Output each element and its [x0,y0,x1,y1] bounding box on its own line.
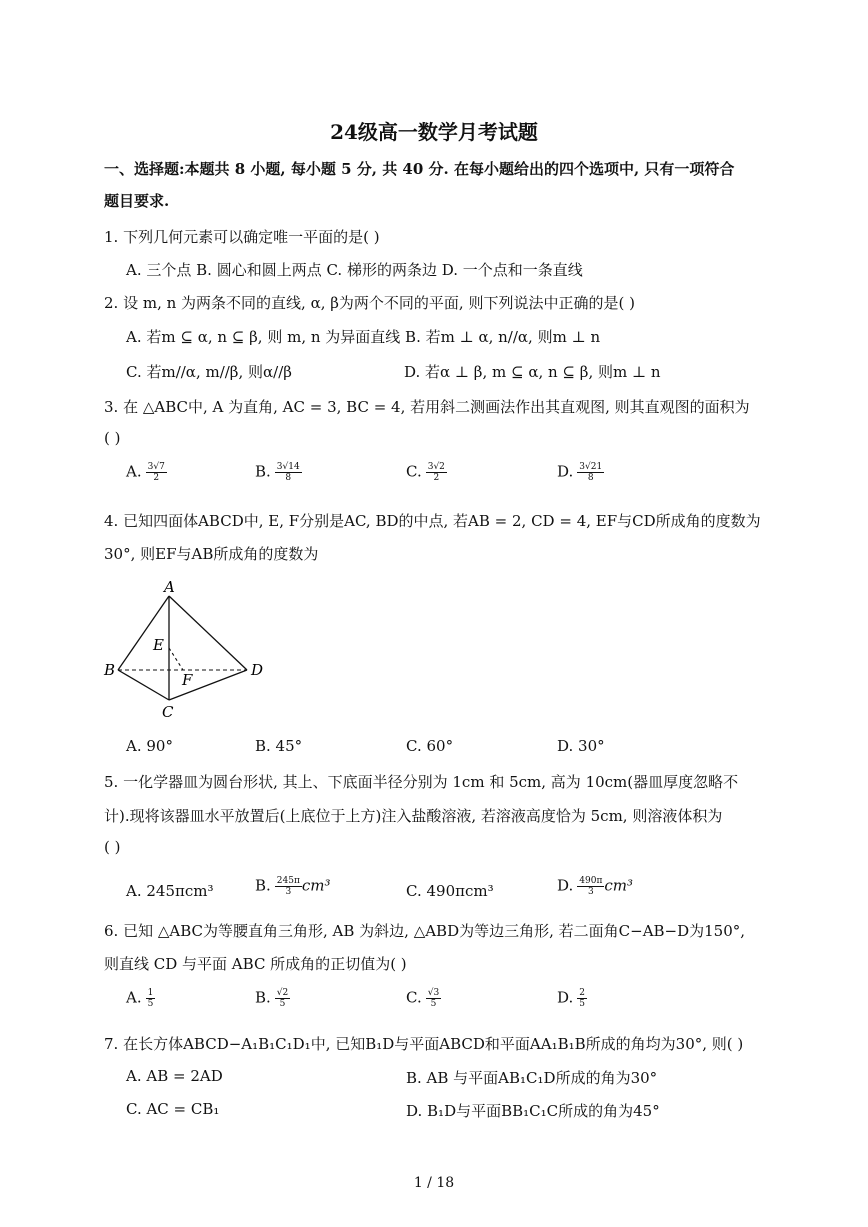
q4-option-b: B. 45° [255,737,303,755]
q6-option-label: C. [406,988,422,1007]
q3-option-label: A. [126,462,142,481]
q4-stem2: 30°, 则EF与AB所成角的度数为 [104,545,319,563]
section-heading-line1: 一、选择题:本题共 8 小题, 每小题 5 分, 共 40 分. 在每小题给出的四个选项中, 只有一项符合 [104,160,735,178]
q5-stem3: ( ) [104,838,121,856]
edge-cd [169,670,247,700]
q3-option-fraction: $\frac{3√2}{2}$ [427,462,445,483]
q5-option-d-fraction: $\frac{490\pi}{3}$ [579,876,603,897]
q7-option-d: D. B₁D与平面BB₁C₁C所成的角为45° [406,1102,660,1120]
q4-option-d: D. 30° [557,737,605,755]
section-heading-line2: 题目要求. [104,192,170,210]
page-number: 1 / 18 [413,1175,455,1191]
q3-option-fraction: $\frac{3√21}{8}$ [579,462,603,483]
q5-stem2: 计).现将该器皿水平放置后(上底位于上方)注入盐酸溶液, 若溶液高度恰为 5cm, 则溶液体积为 [104,807,723,825]
q5-option-b-unit: cm³ [301,876,331,895]
label-a: A [164,578,175,596]
q5-option-b [255,876,331,897]
q6-option-fraction: $\frac{1}{5}$ [147,988,154,1009]
label-b: B [104,661,116,679]
q5-option-d [557,876,633,897]
label-e: E [153,636,164,654]
q6-stem2: 则直线 CD 与平面 ABC 所成角的正切值为( ) [104,955,407,973]
label-f: F [182,671,193,689]
q5-option-d-label: D. [557,876,574,895]
edge-bc [118,670,169,700]
q6-option-fraction: $\frac{2}{5}$ [579,988,585,1009]
q5-option-b-fraction: $\frac{245\pi}{3}$ [276,876,300,897]
edge-ad [169,596,247,670]
q5-option-a: A. 245πcm³ [126,882,214,900]
q6-option-b [255,988,290,1009]
q6-stem: 6. 已知 △ABC为等腰直角三角形, AB 为斜边, △ABD为等边三角形, 若二面角C−AB−D为150°, [104,922,746,940]
q3-option-fraction: $\frac{3√14}{8}$ [276,462,300,483]
q4-option-a: A. 90° [126,737,173,755]
q5-option-d-unit: cm³ [604,876,633,895]
q3-option-label: D. [557,462,574,481]
q2-options-ab: A. 若m ⊆ α, n ⊆ β, 则 m, n 为异面直线 B. 若m ⊥ α, n//α, 则m ⊥ n [126,328,601,346]
q6-option-a [126,988,155,1009]
q2-option-c: C. 若m//α, m//β, 则α//β [126,363,292,381]
q5-option-c: C. 490πcm³ [406,882,494,900]
q4-option-c: C. 60° [406,737,454,755]
edge-ab [118,596,169,670]
q6-option-label: A. [126,988,142,1007]
q4-stem: 4. 已知四面体ABCD中, E, F分别是AC, BD的中点, 若AB = 2, CD = 4, EF与CD所成角的度数为 [104,512,761,530]
label-d: D [251,661,264,679]
q6-option-d [557,988,587,1009]
q3-option-a [126,462,167,483]
q7-option-c: C. AC = CB₁ [126,1100,220,1118]
segment-ef-hidden [169,648,183,670]
q7-option-b: B. AB 与平面AB₁C₁D所成的角为30° [406,1069,658,1087]
q3-option-label: C. [406,462,422,481]
q6-option-label: D. [557,988,574,1007]
q3-stem: 3. 在 △ABC中, A 为直角, AC = 3, BC = 4, 若用斜二测画法作出其直观图, 则其直观图的面积为 [104,398,750,416]
q6-option-label: B. [255,988,271,1007]
q2-option-d: D. 若α ⊥ β, m ⊆ α, n ⊆ β, 则m ⊥ n [404,363,661,381]
tetrahedron-figure [98,578,268,723]
page-title: 24级高一数学月考试题 [330,120,538,144]
q1-stem: 1. 下列几何元素可以确定唯一平面的是( ) [104,228,380,246]
q6-option-fraction: $\frac{√2}{5}$ [276,988,289,1009]
label-c: C [162,703,174,721]
q5-stem: 5. 一化学器皿为圆台形状, 其上、下底面半径分别为 1cm 和 5cm, 高为 10cm(器皿厚度忽略不 [104,773,739,791]
q7-option-a: A. AB = 2AD [126,1067,223,1085]
q3-option-label: B. [255,462,271,481]
q6-option-fraction: $\frac{√3}{5}$ [427,988,440,1009]
q7-stem: 7. 在长方体ABCD−A₁B₁C₁D₁中, 已知B₁D与平面ABCD和平面AA₁B₁B所成的角均为30°, 则( ) [104,1035,744,1053]
q3-option-c [406,462,447,483]
q2-stem: 2. 设 m, n 为两条不同的直线, α, β为两个不同的平面, 则下列说法中正确的是( ) [104,294,635,312]
q3-option-b [255,462,302,483]
q3-stem2: ( ) [104,429,121,447]
q5-option-b-label: B. [255,876,271,895]
q3-option-d [557,462,604,483]
q3-option-fraction: $\frac{3√7}{2}$ [147,462,165,483]
q1-options: A. 三个点 B. 圆心和圆上两点 C. 梯形的两条边 D. 一个点和一条直线 [126,261,583,279]
q6-option-c [406,988,441,1009]
